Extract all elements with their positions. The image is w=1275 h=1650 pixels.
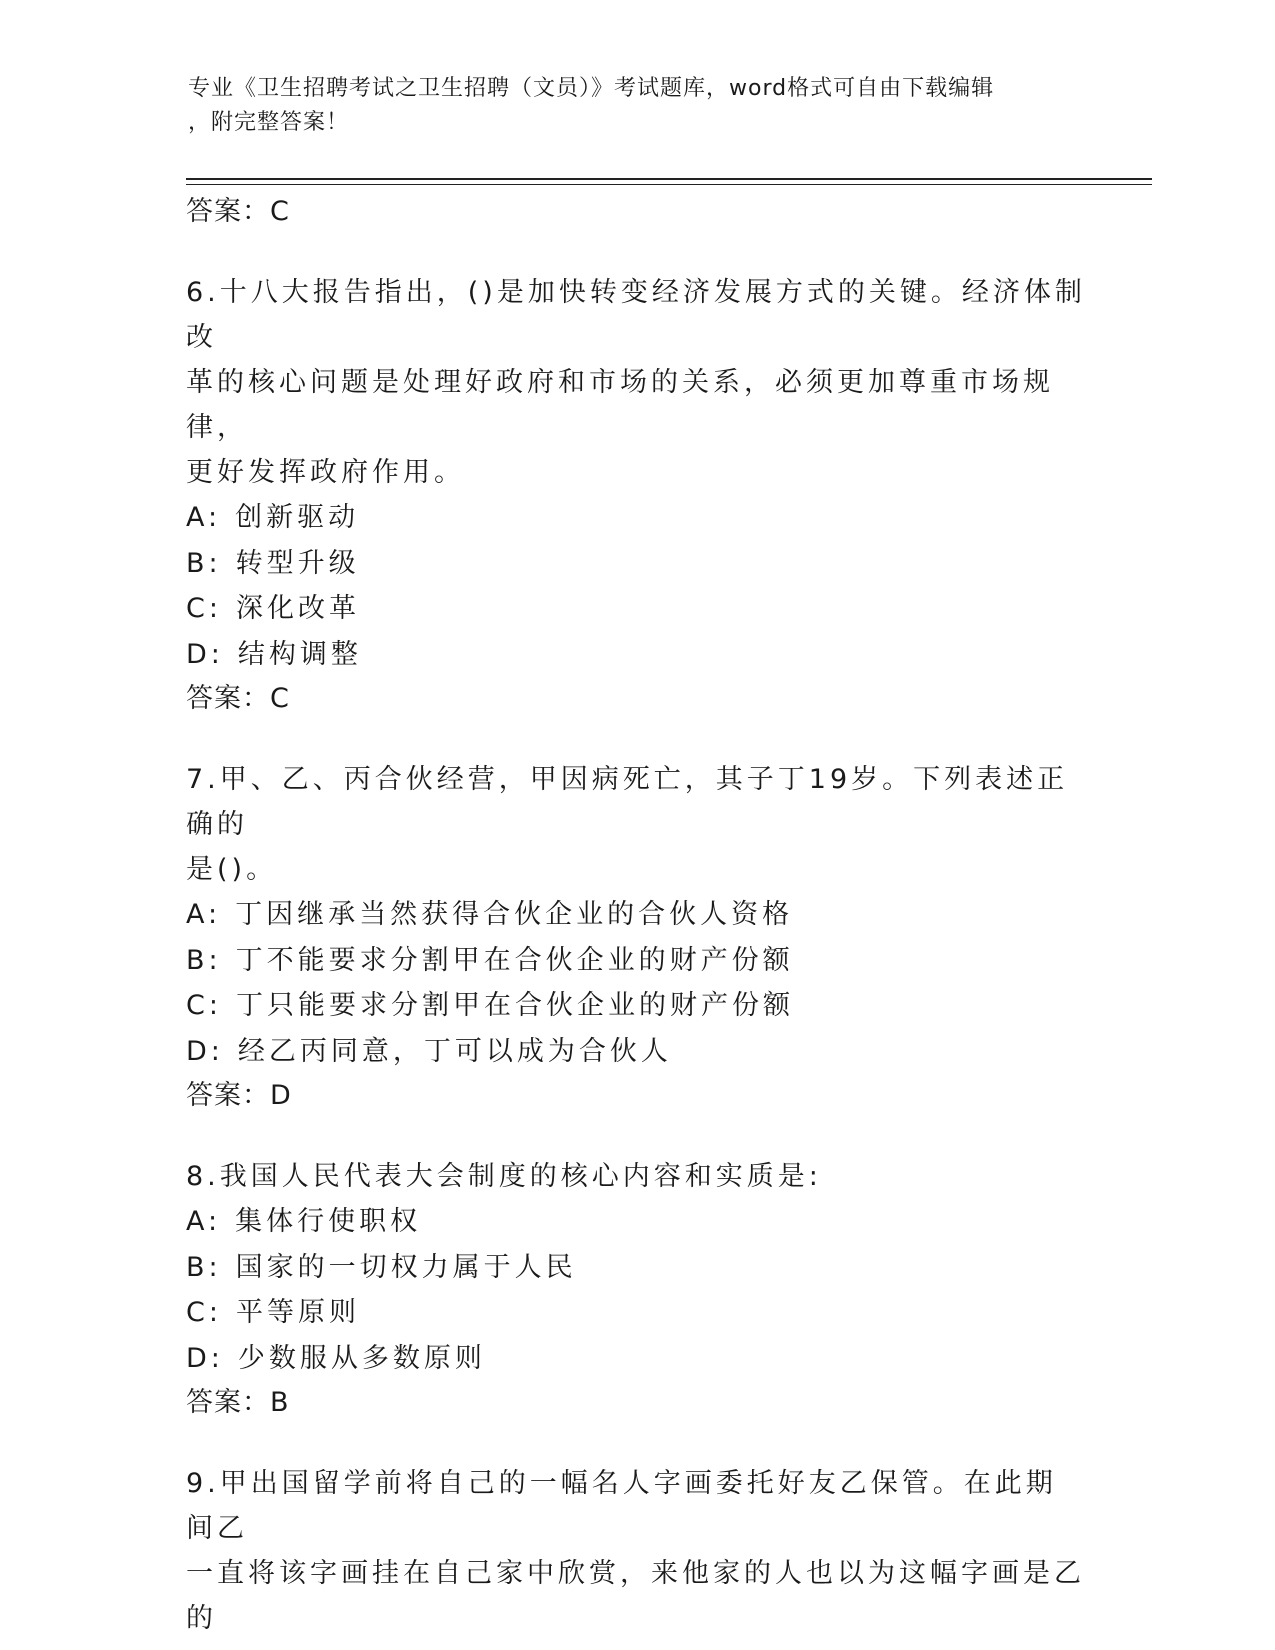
option-text: 集体行使职权: [235, 1206, 422, 1237]
stem-line: 6.十八大报告指出，()是加快转变经济发展方式的关键。经济体制改: [186, 277, 1086, 353]
header-divider-thin: [186, 184, 1152, 185]
stem-line: 更好发挥政府作用。: [186, 457, 465, 488]
answer-line: 答案：C: [186, 683, 290, 714]
option-d: [186, 1029, 1086, 1075]
question-list: [186, 190, 1086, 1641]
stem-line: 是()。: [186, 854, 278, 885]
option-key: C:: [186, 990, 222, 1021]
stem-line: 9.甲出国留学前将自己的一幅名人字画委托好友乙保管。在此期间乙: [186, 1468, 1057, 1544]
stem-line: 一直将该字画挂在自己家中欣赏，来他家的人也以为这幅字画是乙的: [186, 1558, 1085, 1634]
option-text: 经乙丙同意，丁可以成为合伙人: [237, 1035, 672, 1067]
option-b: [186, 541, 1086, 587]
option-key: D:: [186, 1035, 224, 1067]
stem-line: 8.我国人民代表大会制度的核心内容和实质是:: [186, 1161, 822, 1192]
option-key: B:: [186, 1251, 222, 1283]
option-a: [186, 1199, 1086, 1245]
question-9: [186, 1461, 1086, 1641]
option-a: [186, 892, 1086, 938]
question-stem: [186, 1154, 1086, 1199]
option-text: 深化改革: [235, 593, 360, 624]
option-c: [186, 1290, 1086, 1336]
option-a: [186, 495, 1086, 541]
stem-line: 革的核心问题是处理好政府和市场的关系，必须更加尊重市场规律，: [186, 367, 1054, 443]
option-d: [186, 632, 1086, 678]
option-b: [186, 1245, 1086, 1291]
option-key: B:: [186, 547, 222, 579]
option-key: C:: [186, 593, 222, 624]
option-text: 丁只能要求分割甲在合伙企业的财产份额: [235, 990, 794, 1021]
option-c: [186, 586, 1086, 632]
answer-line: 答案：B: [186, 1387, 290, 1418]
option-c: [186, 983, 1086, 1029]
option-key: A:: [186, 1206, 222, 1237]
option-key: A:: [186, 899, 222, 930]
option-text: 少数服从多数原则: [237, 1342, 486, 1374]
option-key: C:: [186, 1297, 222, 1328]
option-d: [186, 1336, 1086, 1382]
option-b: [186, 938, 1086, 984]
question-8: [186, 1154, 1086, 1425]
question-stem: [186, 1461, 1086, 1641]
option-text: 转型升级: [235, 547, 360, 579]
option-text: 结构调整: [237, 638, 362, 670]
option-text: 国家的一切权力属于人民: [235, 1251, 577, 1283]
document-header: [188, 72, 1068, 140]
question-6: [186, 270, 1086, 721]
option-text: 创新驱动: [235, 502, 360, 533]
option-key: D:: [186, 1342, 224, 1374]
answer-line: 答案：C: [186, 196, 290, 227]
stem-line: 7.甲、乙、丙合伙经营，甲因病死亡，其子丁19岁。下列表述正确的: [186, 764, 1069, 840]
option-key: B:: [186, 944, 222, 976]
question-7: [186, 757, 1086, 1118]
option-text: 丁不能要求分割甲在合伙企业的财产份额: [235, 944, 794, 976]
option-text: 丁因继承当然获得合伙企业的合伙人资格: [235, 899, 794, 930]
header-line-2: ，附完整答案！: [188, 110, 350, 135]
option-key: A:: [186, 502, 222, 533]
question-stem: [186, 270, 1086, 495]
option-text: 平等原则: [235, 1297, 360, 1328]
question-stem: [186, 757, 1086, 892]
header-divider-thick: [186, 178, 1152, 180]
answer-line: 答案：D: [186, 1080, 292, 1111]
header-line-1: 专业《卫生招聘考试之卫生招聘（文员）》考试题库，word格式可自由下载编辑: [188, 76, 995, 101]
option-key: D:: [186, 638, 224, 670]
